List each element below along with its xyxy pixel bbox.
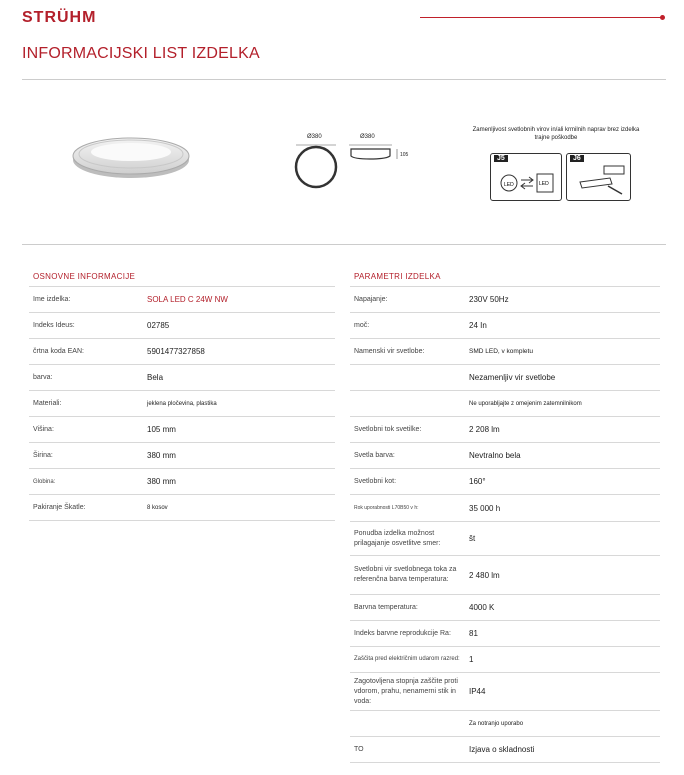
table-row: Indeks barvne reprodukcije Ra: 81 (350, 621, 660, 647)
table-row: Svetlobni kot: 160° (350, 469, 660, 495)
table-row: Indeks Ideus: 02785 (29, 313, 335, 339)
diameter-label-side: Ø380 (360, 134, 375, 140)
side-dimension-drawing (348, 143, 408, 163)
table-row: Barvna temperatura: 4000 K (350, 595, 660, 621)
table-row: Svetla barva: Nevtralno bela (350, 443, 660, 469)
table-row: Materiali: jeklena pločevina, plastika (29, 391, 335, 417)
basic-info-table (29, 286, 335, 521)
table-row: Ponudba izdelka možnost prilagajanje osvetlitve smer: št (350, 522, 660, 556)
table-row: Ne uporabljajte z omejenim zatemnilnikom (350, 391, 660, 417)
screwdriver-driver-icon (566, 153, 631, 201)
table-row: Širina: 380 mm (29, 443, 335, 469)
table-row: Globina: 380 mm (29, 469, 335, 495)
table-row: moč: 24 In (350, 313, 660, 339)
icon-tag-j5: J5 (494, 155, 508, 162)
images-divider (22, 244, 666, 245)
front-dimension-drawing (294, 143, 338, 190)
table-row: Napajanje: 230V 50Hz (350, 287, 660, 313)
table-row: barva: Bela (29, 365, 335, 391)
table-row: TO Izjava o skladnosti (350, 737, 660, 763)
table-row: Višina: 105 mm (29, 417, 335, 443)
table-row: Ime izdelka: SOLA LED C 24W NW (29, 287, 335, 313)
params-heading: PARAMETRI IZDELKA (354, 272, 441, 281)
table-row: Svetlobni vir svetlobnega toka za referenčna barva temperatura: 2 480 lm (350, 556, 660, 595)
table-row: Za notranjo uporabo (350, 711, 660, 737)
table-row: Nezamenljiv vir svetlobe (350, 365, 660, 391)
params-table (350, 286, 660, 763)
page-title: INFORMACIJSKI LIST IZDELKA (22, 45, 260, 62)
table-row: Svetlobni tok svetilke: 2 208 lm (350, 417, 660, 443)
table-row: Zaščita pred električnim udarom razred: 1 (350, 647, 660, 673)
basic-info-heading: OSNOVNE INFORMACIJE (33, 272, 136, 281)
led-swap-icon (490, 153, 562, 201)
title-divider (22, 79, 666, 80)
replaceability-notice: Zamenljivost svetlobnih virov in/ali krmilnih naprav brez izdelka trajne poškodbe (472, 127, 640, 141)
table-row: Pakiranje Škatle: 8 kosov (29, 495, 335, 521)
icon-tag-j6: J6 (570, 155, 584, 162)
table-row: Rok uporabnosti L70B50 v h: 35 000 h (350, 495, 660, 522)
diameter-label-front: Ø380 (307, 134, 322, 140)
svg-text:LED: LED (504, 182, 514, 188)
svg-text:LED: LED (539, 181, 549, 187)
table-row: Namenski vir svetlobe: SMD LED, v kompletu (350, 339, 660, 365)
header-line (420, 17, 661, 18)
brand-logo: STRÜHM (22, 9, 97, 26)
height-label: 105 (400, 152, 409, 158)
table-row: črtna koda EAN: 5901477327858 (29, 339, 335, 365)
table-row: Zagotovljena stopnja zaščite proti vdorom, prahu, nenamerni stik in voda: IP44 (350, 673, 660, 711)
header-dot (660, 15, 665, 20)
product-photo (70, 130, 192, 180)
